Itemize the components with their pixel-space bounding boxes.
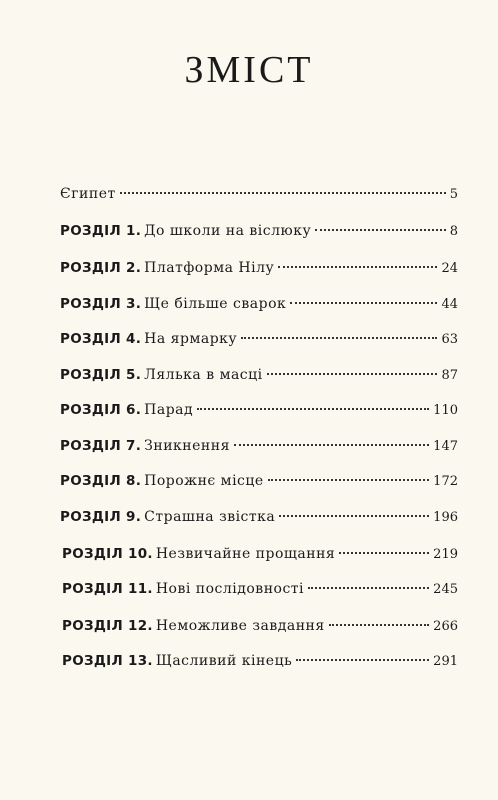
toc-entry	[62, 545, 458, 564]
toc-entry	[62, 652, 458, 671]
toc-page-number: 172	[433, 474, 458, 489]
toc-chapter-title: На ярмарку	[144, 331, 238, 347]
toc-leader-dots	[308, 587, 429, 589]
toc-page-number: 219	[433, 547, 458, 562]
toc-entry	[62, 580, 458, 599]
toc-chapter-title: Ще більше сварок	[144, 296, 287, 312]
toc-chapter-title: Страшна звістка	[144, 509, 276, 525]
toc-page-number: 8	[449, 224, 458, 239]
toc-entry	[60, 295, 458, 314]
toc-chapter-number: РОЗДІЛ 7.	[60, 438, 142, 454]
toc-leader-dots	[197, 408, 429, 410]
toc-chapter-title: Неможливе завдання	[155, 618, 325, 634]
toc-page-number: 266	[433, 619, 458, 634]
toc-page-number: 147	[433, 439, 458, 454]
toc-page-number: 110	[433, 403, 458, 418]
toc-leader-dots	[268, 479, 429, 481]
page-title: ЗМІСТ	[184, 49, 314, 91]
toc-chapter-title: Платформа Нілу	[144, 260, 275, 276]
toc-chapter-title: Лялька в масці	[144, 367, 263, 383]
toc-entry	[60, 185, 458, 204]
toc-entry	[60, 508, 458, 527]
toc-chapter-title: Єгипет	[60, 186, 116, 202]
toc-page-number: 63	[441, 332, 458, 347]
toc-chapter-number: РОЗДІЛ 8.	[60, 473, 142, 489]
toc-page-number: 24	[441, 261, 458, 276]
toc-leader-dots	[329, 624, 429, 626]
toc-chapter-number: РОЗДІЛ 2.	[60, 260, 142, 276]
toc-entry	[60, 222, 458, 241]
toc-page-number: 196	[433, 510, 458, 525]
toc-page-number: 44	[441, 297, 458, 312]
toc-chapter-number: РОЗДІЛ 10.	[62, 546, 153, 562]
toc-chapter-title: Нові послідовності	[155, 581, 305, 597]
toc-chapter-number: РОЗДІЛ 1.	[60, 223, 142, 239]
toc-entry	[60, 437, 458, 456]
toc-page-number: 5	[449, 187, 458, 202]
toc-page-number: 291	[433, 654, 458, 669]
toc-chapter-number: РОЗДІЛ 12.	[62, 618, 153, 634]
toc-chapter-number: РОЗДІЛ 4.	[60, 331, 142, 347]
toc-entry	[60, 366, 458, 385]
toc-leader-dots	[290, 302, 437, 304]
toc-entry	[60, 472, 458, 491]
toc-chapter-title: Парад	[144, 402, 194, 418]
toc-entry	[60, 330, 458, 349]
toc-entry	[60, 259, 458, 278]
toc-chapter-title: Незвичайне прощання	[155, 546, 336, 562]
toc-leader-dots	[234, 444, 429, 446]
toc-leader-dots	[296, 659, 429, 661]
toc-leader-dots	[278, 266, 437, 268]
toc-entry	[62, 617, 458, 636]
toc-chapter-title: До школи на віслюку	[144, 223, 312, 239]
toc-chapter-title: Щасливий кінець	[155, 653, 293, 669]
toc-leader-dots	[339, 552, 429, 554]
toc-leader-dots	[241, 337, 437, 339]
toc-page-number: 87	[441, 368, 458, 383]
toc-chapter-number: РОЗДІЛ 13.	[62, 653, 153, 669]
toc-leader-dots	[120, 192, 446, 194]
toc-chapter-number: РОЗДІЛ 6.	[60, 402, 142, 418]
toc-leader-dots	[267, 373, 438, 375]
toc-chapter-number: РОЗДІЛ 11.	[62, 581, 153, 597]
toc-chapter-title: Зникнення	[144, 438, 230, 454]
toc-leader-dots	[315, 229, 446, 231]
toc-entry	[60, 401, 458, 420]
toc-page-number: 245	[433, 582, 458, 597]
toc-chapter-number: РОЗДІЛ 9.	[60, 509, 142, 525]
toc-chapter-number: РОЗДІЛ 5.	[60, 367, 142, 383]
toc-leader-dots	[279, 515, 429, 517]
toc-chapter-title: Порожнє місце	[144, 473, 264, 489]
toc-chapter-number: РОЗДІЛ 3.	[60, 296, 142, 312]
